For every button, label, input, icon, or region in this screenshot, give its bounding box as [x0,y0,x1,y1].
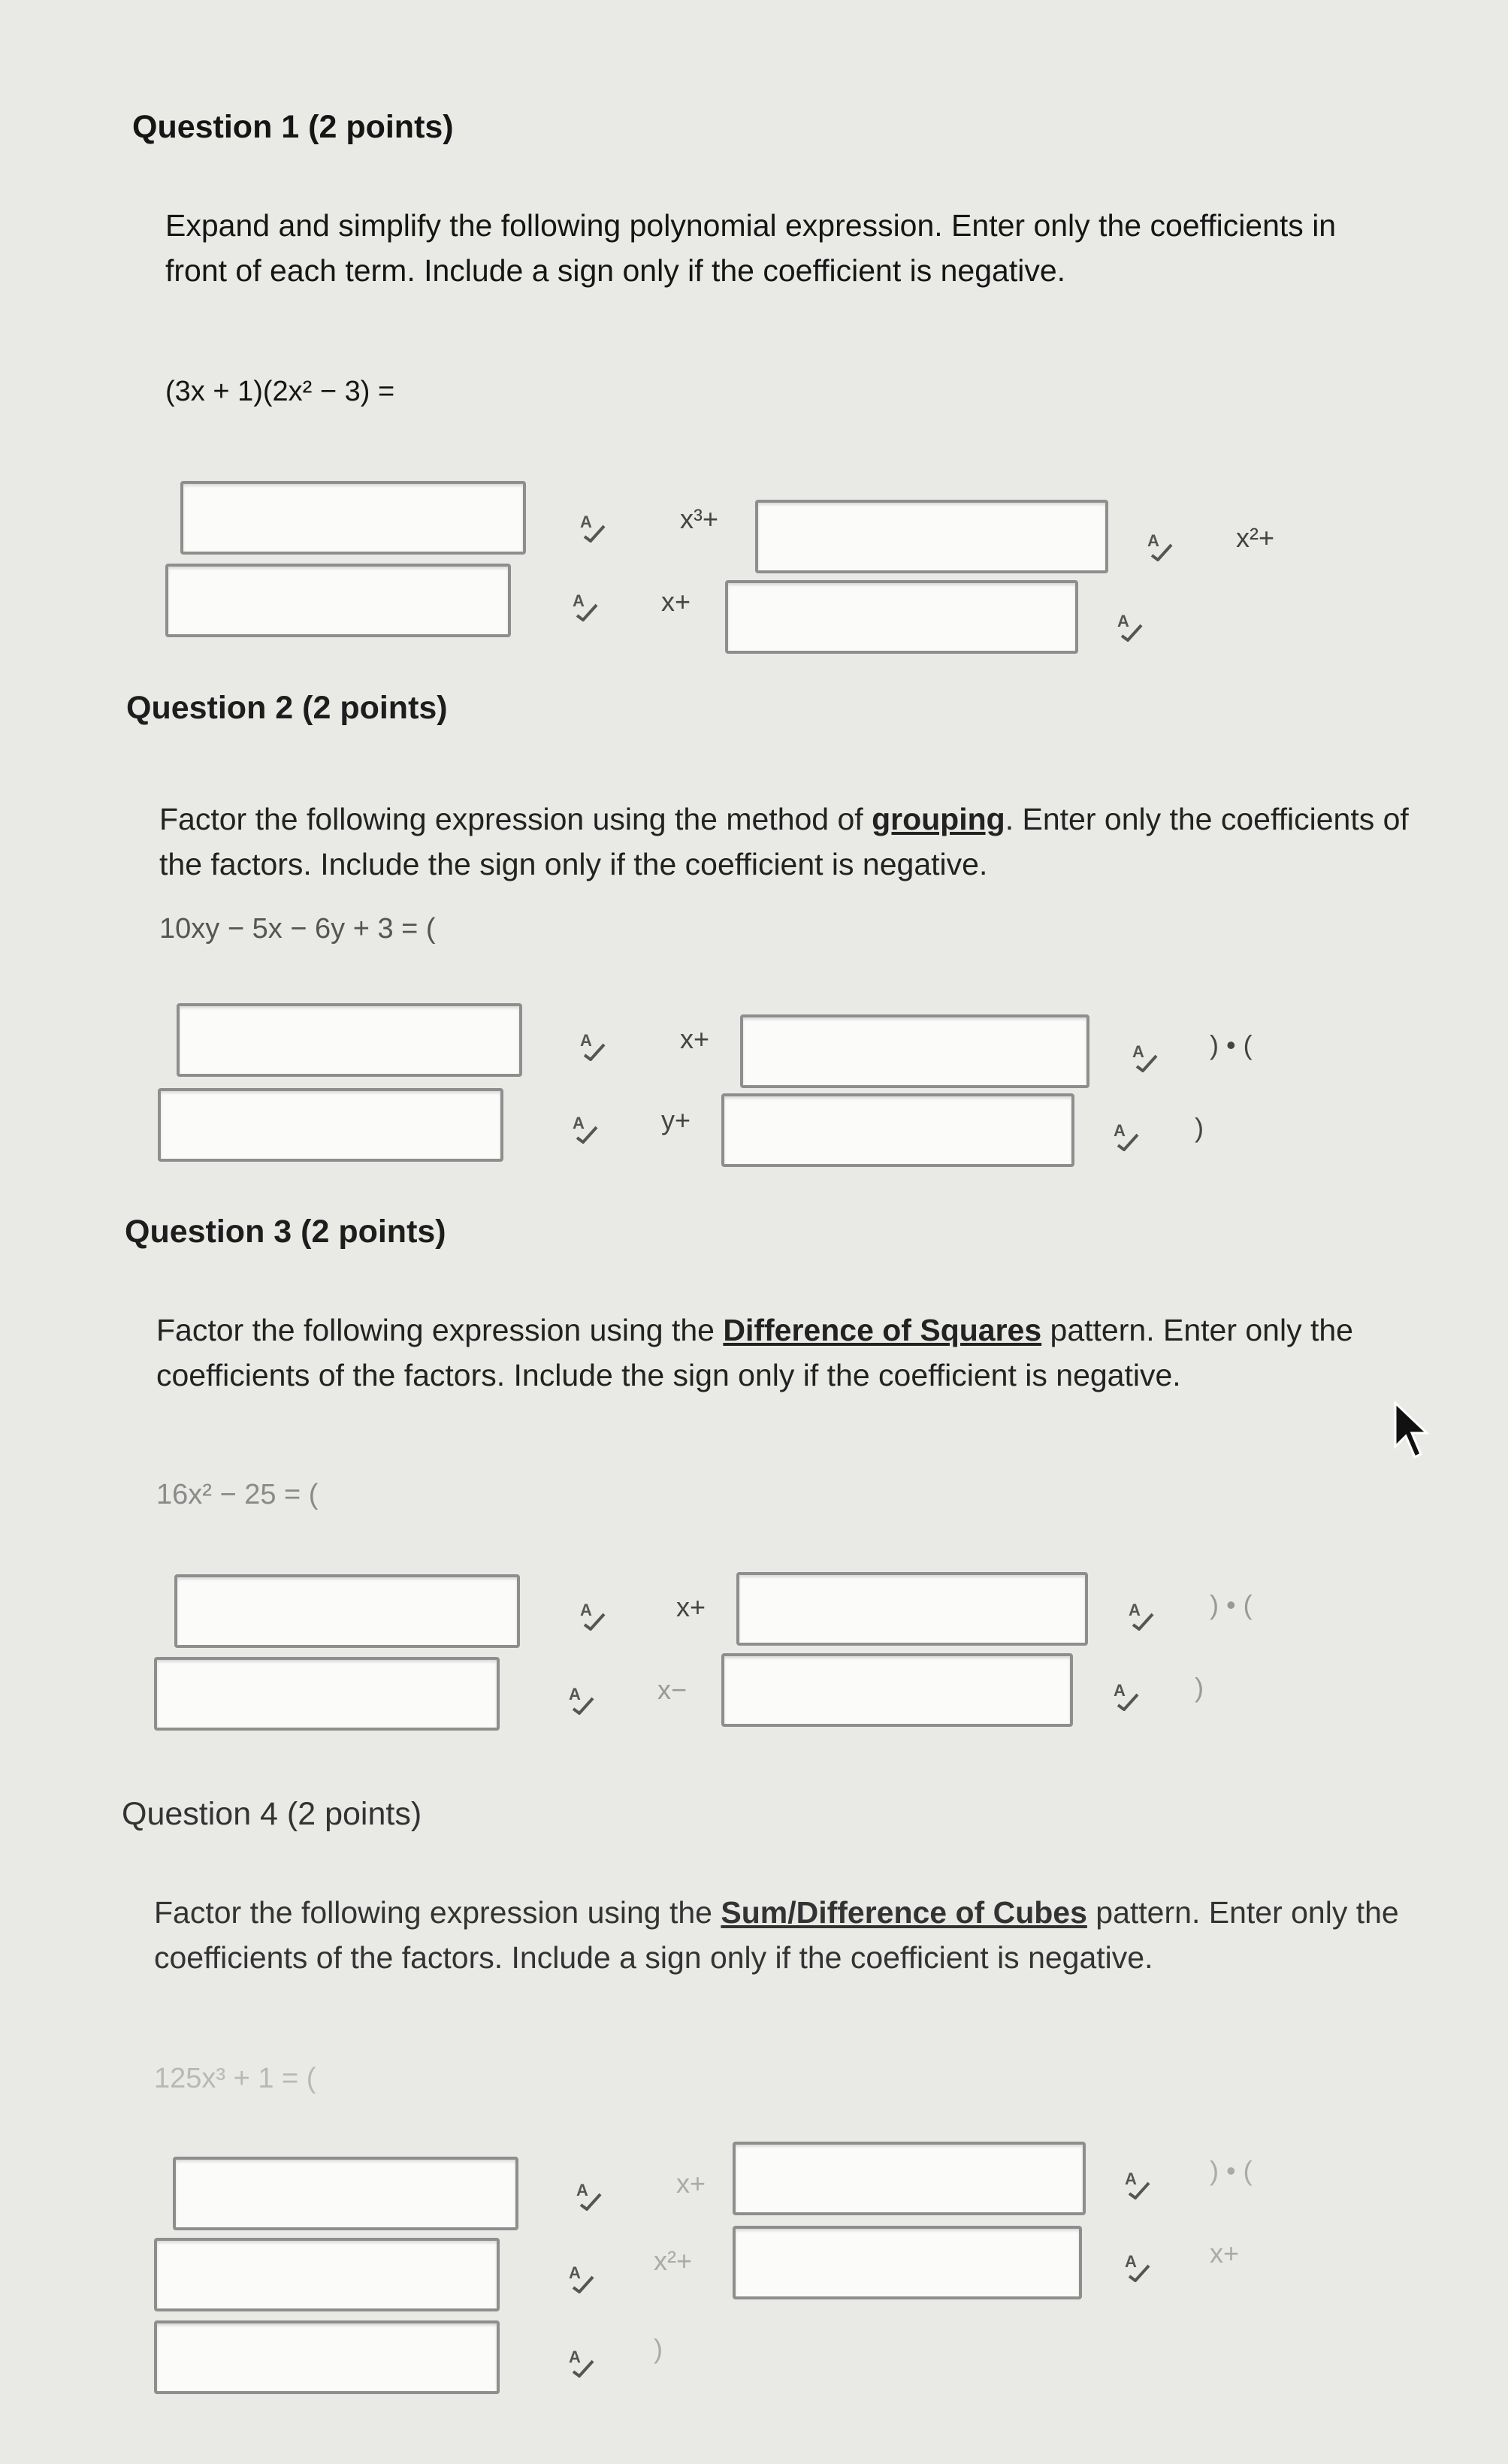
sum-difference-of-cubes-link[interactable]: Sum/Difference of Cubes [721,1895,1087,1930]
q1-constant-input[interactable] [725,580,1078,654]
spellcheck-icon[interactable] [1116,610,1144,642]
closing-paren: ) [1195,1672,1204,1703]
spellcheck-icon[interactable] [1123,2168,1152,2199]
factor-separator: ) • ( [1210,1029,1253,1060]
term-label-x: x+ [661,586,691,617]
q4-factor2-x-coef-input[interactable] [733,2226,1082,2299]
question-4-expression: 125x³ + 1 = ( [154,2063,316,2094]
q3-factor1-const-input[interactable] [736,1572,1088,1646]
question-3-title: Question 3 (2 points) [125,1214,446,1250]
question-3-instruction: Factor the following expression using the Difference of Squares pattern. Enter only the coefficients of the factors. Include the sign only if the coefficient is negative. [156,1313,1353,1392]
term-label-x: x+ [676,1592,706,1622]
closing-paren: ) [1195,1112,1204,1143]
spellcheck-icon[interactable] [1131,1041,1159,1072]
q4-factor1-const-input[interactable] [733,2142,1086,2215]
spellcheck-icon[interactable] [579,1599,607,1631]
spellcheck-icon[interactable] [571,590,600,621]
spellcheck-icon[interactable] [571,1112,600,1144]
spellcheck-icon[interactable] [579,1029,607,1061]
spellcheck-icon[interactable] [1123,2251,1152,2282]
q2-factor2-const-input[interactable] [721,1093,1074,1167]
spellcheck-icon[interactable] [579,511,607,543]
spellcheck-icon[interactable] [1127,1599,1156,1631]
q4-factor2-x2-coef-input[interactable] [154,2238,500,2311]
question-1-expression: (3x + 1)(2x² − 3) = [165,376,395,407]
q2-factor1-const-input[interactable] [740,1014,1089,1088]
q3-factor2-x-coef-input[interactable] [154,1657,500,1731]
q4-factor1-x-coef-input[interactable] [173,2157,518,2230]
spellcheck-icon[interactable] [567,2262,596,2293]
cursor-icon [1394,1401,1431,1462]
question-1-instruction: Expand and simplify the following polynomial expression. Enter only the coefficients in front of each term. Include a sign only if the coefficient is negative. [165,208,1337,288]
factor-separator: ) • ( [1210,1589,1253,1620]
term-label-x: x+ [676,2168,706,2199]
q4-factor2-const-input[interactable] [154,2320,500,2394]
question-2-expression: 10xy − 5x − 6y + 3 = ( [159,913,436,945]
question-4-instruction: Factor the following expression using the Sum/Difference of Cubes pattern. Enter only the coefficients of the factors. Include a sign only if the coefficient is negative. [154,1895,1399,1975]
question-2-title: Question 2 (2 points) [126,690,448,726]
term-label-x: x+ [1210,2238,1240,2269]
closing-paren: ) [654,2333,663,2364]
spellcheck-icon[interactable] [567,2346,596,2378]
question-3-expression: 16x² − 25 = ( [156,1479,319,1510]
spellcheck-icon[interactable] [575,2179,603,2211]
term-label-x: x+ [680,1023,710,1054]
term-label-x2: x²+ [654,2245,693,2276]
question-1-title: Question 1 (2 points) [132,109,454,145]
term-label-x-minus: x− [657,1674,688,1705]
q2-factor1-x-coef-input[interactable] [177,1003,522,1077]
grouping-link[interactable]: grouping [872,802,1005,836]
spellcheck-icon[interactable] [1112,1120,1141,1151]
q2-factor2-y-coef-input[interactable] [158,1088,503,1162]
q3-factor1-x-coef-input[interactable] [174,1574,520,1648]
q3-factor2-const-input[interactable] [721,1653,1073,1727]
question-2-instruction: Factor the following expression using the method of grouping. Enter only the coefficients of the factors. Include the sign only if the coefficient is negative. [159,802,1409,881]
term-label-x3: x³+ [680,503,719,534]
term-label-y: y+ [661,1105,691,1135]
term-label-x2: x²+ [1236,522,1275,553]
difference-of-squares-link[interactable]: Difference of Squares [723,1313,1042,1347]
q1-coef-x2-input[interactable] [755,500,1108,573]
spellcheck-icon[interactable] [567,1683,596,1715]
question-4-title: Question 4 (2 points) [122,1796,422,1832]
spellcheck-icon[interactable] [1146,530,1174,561]
factor-separator: ) • ( [1210,2155,1253,2186]
q1-coef-x3-input[interactable] [180,481,526,555]
spellcheck-icon[interactable] [1112,1679,1141,1711]
q1-coef-x-input[interactable] [165,564,511,637]
